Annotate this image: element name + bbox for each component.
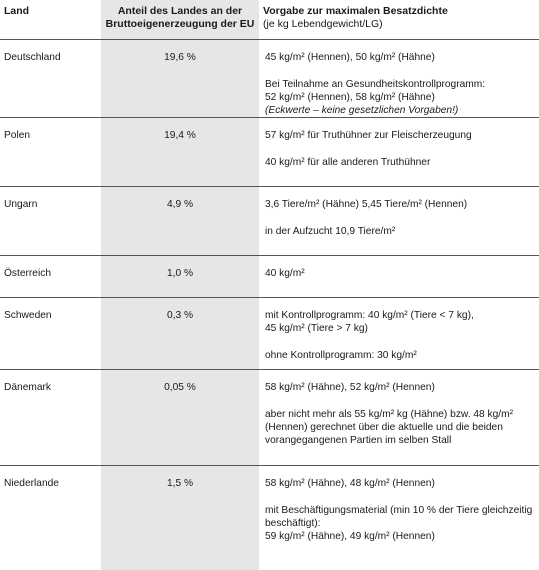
rule-cell: [259, 187, 539, 256]
rule-text: ohne Kontrollprogramm: 30 kg/m²: [265, 350, 417, 361]
rule-text: mit Beschäftigungsmaterial (min 10 % der Tiere gleichzeitig beschäftigt):: [265, 505, 533, 529]
country-cell: Dänemark: [0, 370, 101, 466]
header-rule-title: Vorgabe zur maximalen Besatzdichte: [263, 5, 448, 17]
country-cell: Deutschland: [0, 40, 101, 118]
table-row: [0, 370, 539, 466]
table-row: [0, 187, 539, 256]
country-cell: Niederlande: [4, 478, 59, 489]
rule-text: 40 kg/m²: [265, 268, 305, 279]
country-cell: Ungarn: [0, 187, 101, 256]
rule-text: 57 kg/m² für Truthühner zur Fleischerzeugung: [265, 130, 472, 141]
rule-text: 59 kg/m² (Hähne), 49 kg/m² (Hennen): [265, 531, 435, 542]
rule-cell: [259, 40, 539, 118]
share-cell: 0,05 %: [101, 370, 259, 466]
share-cell: 19,4 %: [101, 118, 259, 187]
rule-cell: [259, 466, 539, 558]
share-cell: 19,6 %: [101, 40, 259, 118]
rule-text: aber nicht mehr als 55 kg/m² kg (Hähne) bzw. 48 kg/m² (Hennen) gerechnet über die aktuelle und die beiden vorangegangenen Partien im selben Stall: [265, 409, 513, 446]
rule-text: 45 kg/m² (Tiere > 7 kg): [265, 323, 368, 334]
rule-text-group: [265, 504, 535, 543]
header-share: Anteil des Landes an der Bruttoeigenerzeugung der EU: [101, 0, 259, 40]
table-row: [0, 298, 539, 370]
table-row: [0, 40, 539, 118]
rule-text-group: [265, 78, 535, 117]
header-rule: [259, 0, 539, 40]
rule-note: (Eckwerte – keine gesetzlichen Vorgaben!): [265, 105, 459, 116]
rule-text: 58 kg/m² (Hähne), 52 kg/m² (Hennen): [265, 382, 435, 393]
rule-text: 58 kg/m² (Hähne), 48 kg/m² (Hennen): [265, 478, 435, 489]
share-cell: 1,0 %: [101, 256, 259, 298]
rule-cell: [259, 256, 539, 298]
table-row: [0, 466, 539, 558]
share-cell: 1,5 %: [166, 478, 194, 489]
table-row: [0, 256, 539, 298]
rule-text: 52 kg/m² (Hennen), 58 kg/m² (Hähne): [265, 92, 435, 103]
share-cell: 0,3 %: [101, 298, 259, 370]
header-rule-subtitle: (je kg Lebendgewicht/LG): [263, 18, 383, 30]
rule-text: 3,6 Tiere/m² (Hähne) 5,45 Tiere/m² (Hennen): [265, 199, 468, 210]
country-cell: Polen: [0, 118, 101, 187]
country-cell: Österreich: [0, 256, 101, 298]
rule-text-group: [265, 309, 535, 335]
country-cell: Schweden: [0, 298, 101, 370]
rule-text: Bei Teilnahme an Gesundheitskontrollprogramm:: [265, 79, 486, 90]
rule-text: in der Aufzucht 10,9 Tiere/m²: [265, 226, 396, 237]
rule-text: 45 kg/m² (Hennen), 50 kg/m² (Hähne): [265, 52, 435, 63]
header-country: Land: [0, 0, 101, 40]
table-row: [0, 118, 539, 187]
rule-cell: [259, 118, 539, 187]
rule-text: 40 kg/m² für alle anderen Truthühner: [265, 157, 431, 168]
table-header-row: [0, 0, 539, 40]
rule-cell: [259, 370, 539, 466]
share-cell: 4,9 %: [101, 187, 259, 256]
rule-cell: [259, 298, 539, 370]
rule-text: mit Kontrollprogramm: 40 kg/m² (Tiere < 7 kg),: [265, 310, 474, 321]
